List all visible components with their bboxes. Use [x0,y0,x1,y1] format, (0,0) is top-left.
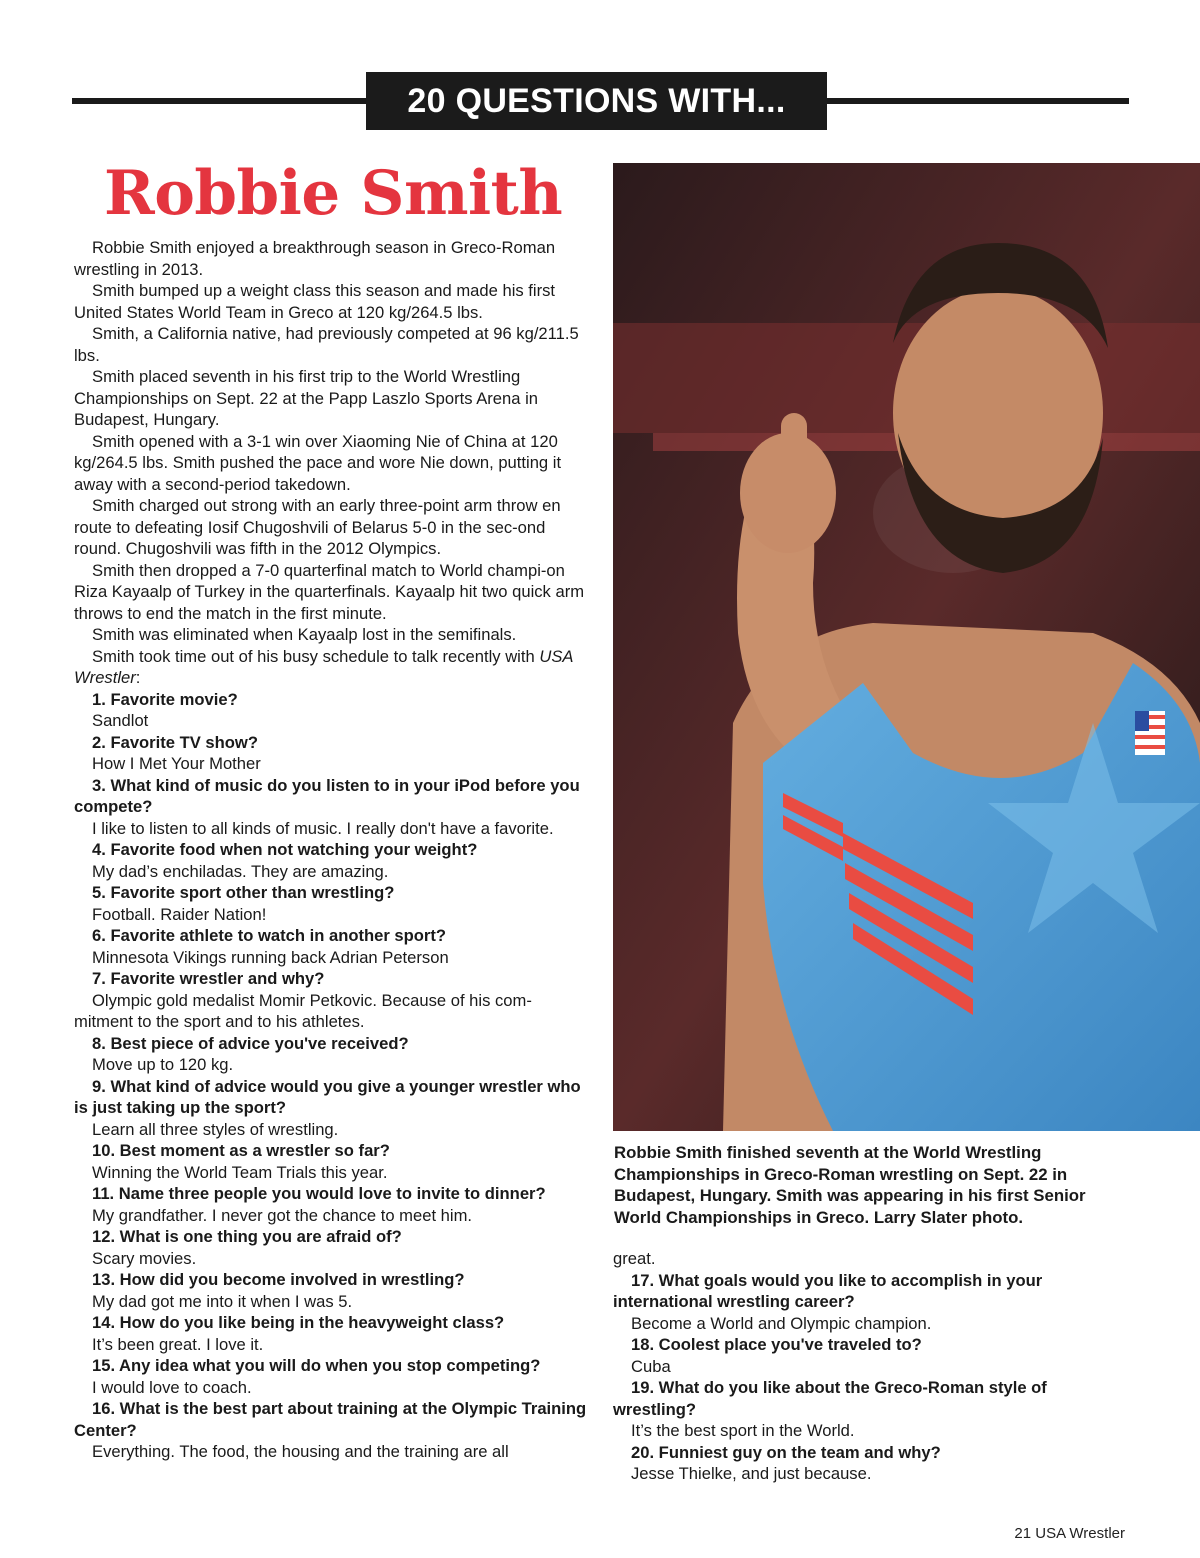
question: 5. Favorite sport other than wrestling? [92,883,395,902]
qa-list [613,1270,1123,1485]
article-title: Robbie Smith [104,158,563,229]
question: 6. Favorite athlete to watch in another sport? [92,926,447,945]
answer: Minnesota Vikings running back Adrian Peterson [92,947,449,967]
left-column [74,237,590,1463]
intro-paragraph: Smith, a California native, had previously competed at 96 kg/211.5 lbs. [74,324,579,365]
answer: Football. Raider Nation! [92,904,267,924]
answer: It’s the best sport in the World. [631,1421,855,1440]
answer: Winning the World Team Trials this year. [92,1162,388,1182]
answer: My grandfather. I never got the chance to meet him. [92,1205,473,1225]
answer: I like to listen to all kinds of music. I really don't have a favorite. [92,818,554,838]
answer: Become a World and Olympic champion. [631,1313,932,1333]
intro-paragraph: Robbie Smith enjoyed a breakthrough season in Greco-Roman wrestling in 2013. [74,238,556,279]
question: 14. How do you like being in the heavyweight class? [92,1313,505,1332]
question: 13. How did you become involved in wrestling? [92,1270,465,1289]
question: 2. Favorite TV show? [92,732,258,752]
question: 10. Best moment as a wrestler so far? [92,1141,390,1160]
question: 12. What is one thing you are afraid of? [92,1227,402,1246]
intro-paragraph: Smith bumped up a weight class this season and made his first United States World Team in Greco at 120 kg/264.5 lbs. [74,281,556,322]
answer: Jesse Thielke, and just because. [631,1464,872,1483]
photo-caption: Robbie Smith finished seventh at the World Wrestling Championships in Greco-Roman wrestling on Sept. 22 in Budapest, Hungary. Smith was appearing in his first Senior World Championships in Greco. Larry Slater photo. [614,1143,1086,1227]
right-column [613,1248,1123,1485]
qa-list [74,689,590,1463]
athlete-photo [613,163,1200,1131]
question: 3. What kind of music do you listen to in your iPod before you compete? [74,775,580,816]
intro-paragraph: Smith then dropped a 7-0 quarterfinal match to World champi-on Riza Kayaalp of Turkey in the quarterfinals. Kayaalp hit two quick arm throws to end the match in the first minute. [74,560,585,623]
question: 17. What goals would you like to accomplish in your international wrestling career? [613,1270,1043,1311]
answer: My dad’s enchiladas. They are amazing. [92,861,389,881]
header-rule-right [826,98,1129,104]
intro-paragraph-last [74,646,590,689]
question: 18. Coolest place you've traveled to? [631,1335,922,1354]
question: 9. What kind of advice would you give a younger wrestler who is just taking up the sport? [74,1076,581,1117]
question: 8. Best piece of advice you've received? [92,1033,409,1053]
answer: Scary movies. [92,1248,197,1268]
question: 1. Favorite movie? [92,689,238,709]
answer: It’s been great. I love it. [92,1334,264,1354]
intro-paragraph: Smith was eliminated when Kayaalp lost in the semifinals. [92,625,517,644]
intro-suffix: : [135,668,141,687]
answer: Sandlot [92,711,149,730]
question: 7. Favorite wrestler and why? [92,969,325,988]
intro-paragraph: Smith charged out strong with an early three-point arm throw en route to defeating Iosif Chugoshvili of Belarus 5-0 in the sec-ond round. Chugoshvili was fifth in the 2012 Olympics. [74,496,561,558]
question: 20. Funniest guy on the team and why? [631,1442,941,1462]
answer: Learn all three styles of wrestling. [92,1119,339,1139]
question: 15. Any idea what you will do when you stop competing? [92,1356,541,1375]
header-rule-left [72,98,372,104]
question: 16. What is the best part about training at the Olympic Training Center? [74,1399,587,1440]
answer: Olympic gold medalist Momir Petkovic. Because of his com-mitment to the sport and to his athletes. [74,990,532,1031]
question: 19. What do you like about the Greco-Roman style of wrestling? [613,1378,1047,1419]
publication-name: USA Wrestler [74,646,573,687]
intro-text: Smith took time out of his busy schedule to talk recently with [92,646,535,666]
answer: My dad got me into it when I was 5. [92,1291,353,1311]
question: 11. Name three people you would love to invite to dinner? [92,1184,546,1203]
question: 4. Favorite food when not watching your weight? [92,840,478,859]
section-banner: 20 QUESTIONS WITH... [366,72,827,130]
answer: How I Met Your Mother [92,754,261,773]
page-folio: 21 USA Wrestler [1014,1525,1125,1542]
answer: Move up to 120 kg. [92,1055,234,1074]
intro-paragraph: Smith opened with a 3-1 win over Xiaoming Nie of China at 120 kg/264.5 lbs. Smith pushed the pace and wore Nie down, putting it away with a second-period takedown. [74,431,562,494]
answer: I would love to coach. [92,1377,252,1397]
continued-text: great. [613,1249,656,1268]
intro-paragraph: Smith placed seventh in his first trip to the World Wrestling Championships on Sept. 22 at the Papp Laszlo Sports Arena in Budapest, Hungary. [74,367,539,429]
answer: Cuba [631,1356,671,1376]
answer: Everything. The food, the housing and the training are all [92,1442,509,1461]
